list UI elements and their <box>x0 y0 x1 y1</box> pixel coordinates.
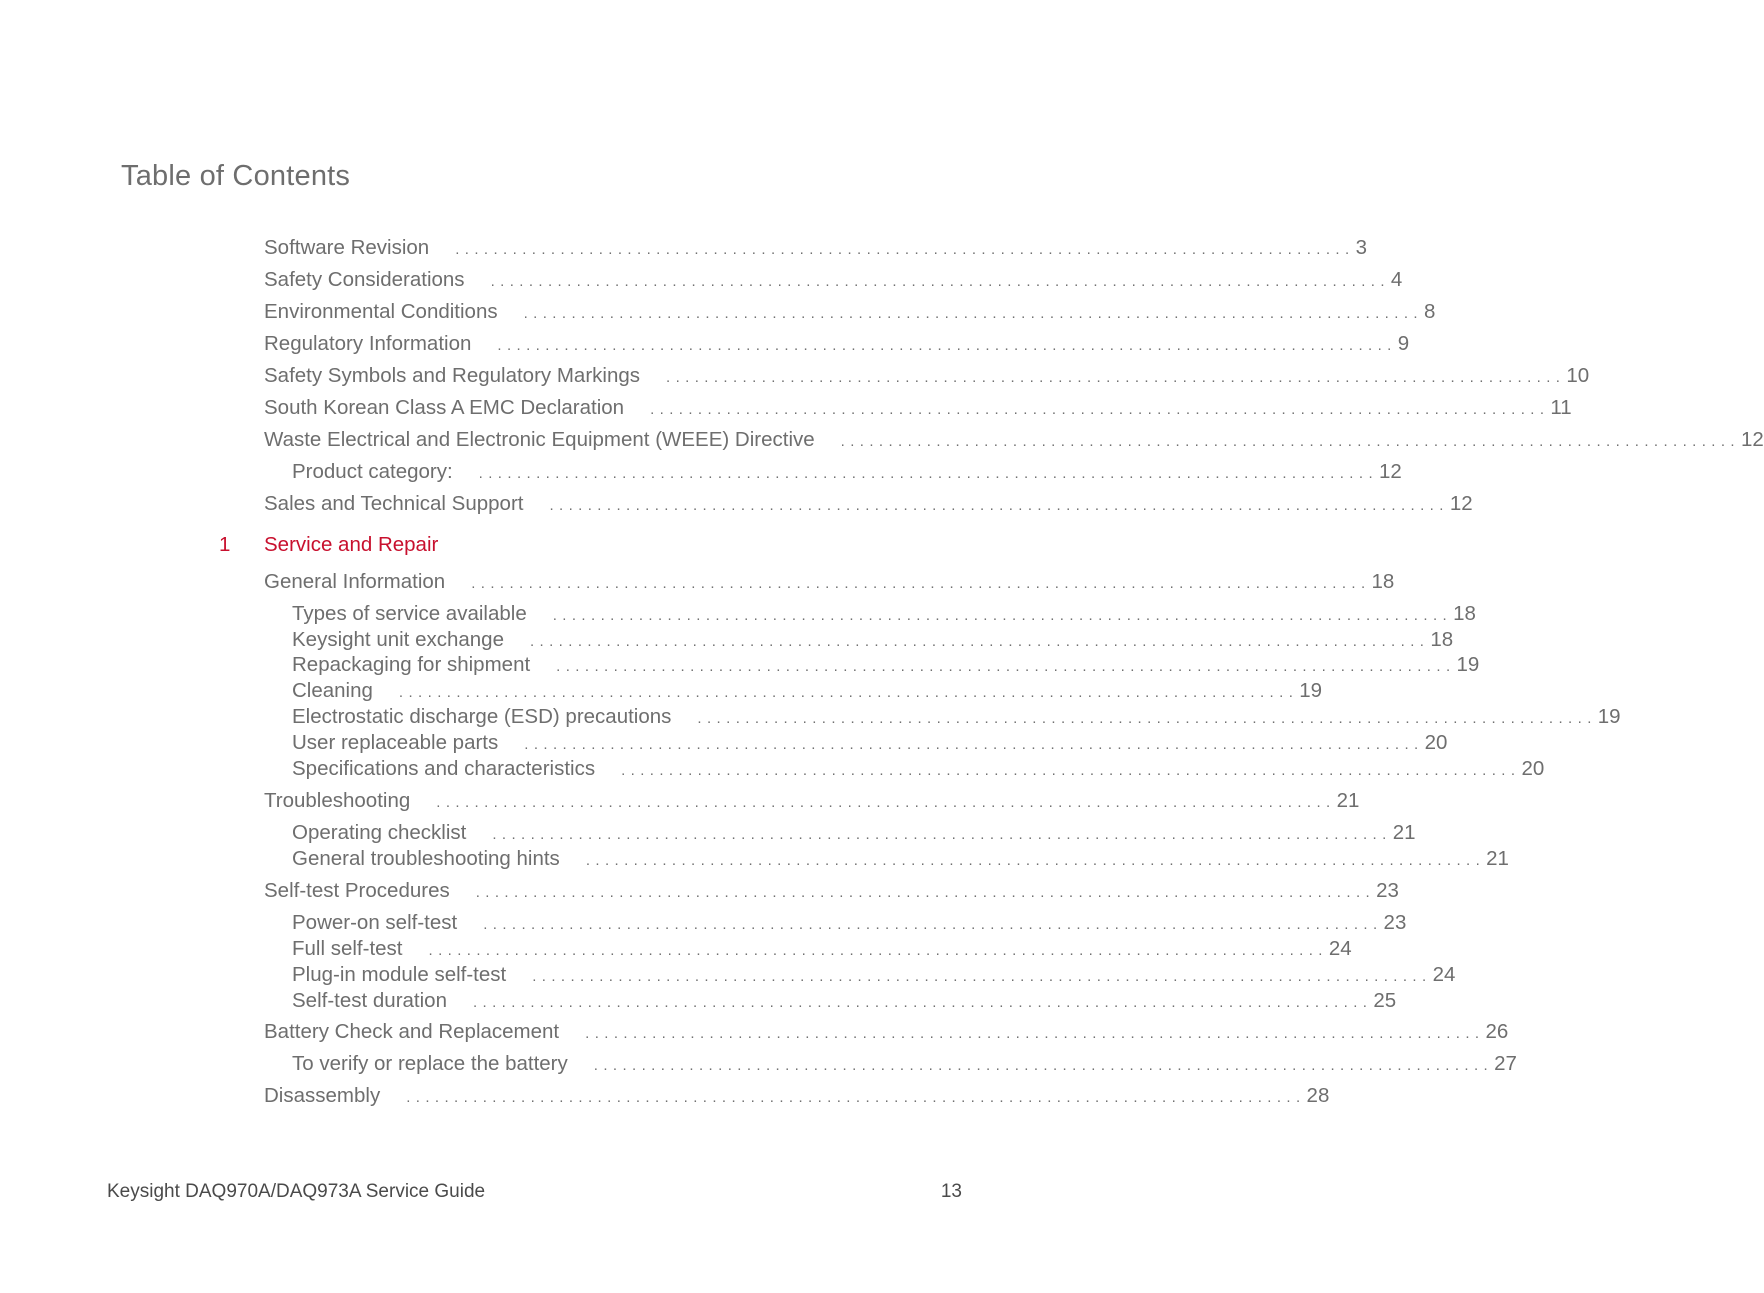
toc-entry[interactable] <box>292 962 1456 988</box>
toc-entry-title: General Information <box>264 570 446 593</box>
chapter-number: 1 <box>219 533 231 556</box>
toc-entry[interactable] <box>264 788 1360 814</box>
toc-entry[interactable] <box>292 820 1416 846</box>
dot-leader: .............................................................................................. <box>529 633 1430 650</box>
toc-entry[interactable] <box>292 936 1352 962</box>
dot-leader: .............................................................................................. <box>524 736 1424 753</box>
toc-entry-title: Disassembly <box>264 1084 381 1107</box>
toc-entry[interactable] <box>264 267 1403 293</box>
toc-entry[interactable] <box>264 491 1473 517</box>
toc-entry-title: Environmental Conditions <box>264 300 498 323</box>
toc-entry-page: 11 <box>1550 396 1572 419</box>
dot-leader: .............................................................................................. <box>585 1025 1485 1042</box>
toc-entry[interactable] <box>292 846 1509 872</box>
dot-leader: .............................................................................................. <box>697 710 1597 727</box>
toc-entry[interactable] <box>264 299 1436 325</box>
toc-entry-title: Keysight unit exchange <box>292 628 504 651</box>
toc-entry-page: 18 <box>1371 570 1395 593</box>
dot-leader: .............................................................................................. <box>552 607 1453 624</box>
toc-entry-page: 18 <box>1430 628 1454 651</box>
dot-leader: .............................................................................................. <box>556 658 1456 675</box>
dot-leader: .............................................................................................. <box>593 1057 1494 1074</box>
toc-entry[interactable] <box>292 678 1323 704</box>
toc-entry-title: Safety Symbols and Regulatory Markings <box>264 364 641 387</box>
dot-leader: .............................................................................................. <box>398 684 1299 701</box>
dot-leader: .............................................................................................. <box>428 942 1328 959</box>
toc-entry-page: 23 <box>1383 911 1407 934</box>
dot-leader: .............................................................................................. <box>666 369 1566 386</box>
toc-entry-title: Battery Check and Replacement <box>264 1020 560 1043</box>
toc-entry-title: Sales and Technical Support <box>264 492 524 515</box>
toc-entry[interactable] <box>292 627 1454 653</box>
footer-document-title: Keysight DAQ970A/DAQ973A Service Guide <box>107 1181 486 1202</box>
dot-leader: .............................................................................................. <box>475 884 1376 901</box>
toc-entry-title: Repackaging for shipment <box>292 653 531 676</box>
toc-entry[interactable] <box>292 652 1480 678</box>
toc-entry-title: Cleaning <box>292 679 373 702</box>
toc-entry-page: 21 <box>1486 847 1509 870</box>
toc-entry-title: User replaceable parts <box>292 731 499 754</box>
toc-entry-page: 23 <box>1376 879 1399 902</box>
dot-leader: .............................................................................................. <box>549 497 1449 514</box>
toc-entry-page: 4 <box>1390 268 1403 291</box>
toc-entry[interactable] <box>292 730 1448 756</box>
toc-entry-title: General troubleshooting hints <box>292 847 560 870</box>
dot-leader: .............................................................................................. <box>471 575 1371 592</box>
dot-leader: .............................................................................................. <box>523 305 1423 322</box>
toc-entry[interactable] <box>292 459 1402 485</box>
toc-entry-title: Troubleshooting <box>264 789 411 812</box>
toc-entry[interactable] <box>292 704 1621 730</box>
toc-entry-page: 21 <box>1336 789 1360 812</box>
toc-entry-page: 19 <box>1299 679 1323 702</box>
toc-entry-page: 9 <box>1397 332 1410 355</box>
toc-entry-page: 25 <box>1373 989 1397 1012</box>
toc-entry-page: 3 <box>1355 236 1367 259</box>
toc-entry-title: To verify or replace the battery <box>292 1052 568 1075</box>
toc-entry-page: 10 <box>1566 364 1590 387</box>
toc-entry-page: 19 <box>1456 653 1480 676</box>
dot-leader: .............................................................................................. <box>497 337 1397 354</box>
toc-entry-page: 28 <box>1306 1084 1330 1107</box>
toc-entry-page: 26 <box>1485 1020 1509 1043</box>
toc-entry-page: 20 <box>1521 757 1545 780</box>
chapter-title[interactable]: Service and Repair <box>264 533 439 556</box>
toc-entry-page: 12 <box>1741 428 1764 451</box>
toc-entry-page: 12 <box>1379 460 1402 483</box>
toc-entry[interactable] <box>264 331 1410 357</box>
toc-entry-page: 12 <box>1449 492 1473 515</box>
dot-leader: .............................................................................................. <box>472 994 1373 1011</box>
dot-leader: .............................................................................................. <box>406 1089 1306 1106</box>
toc-entry[interactable] <box>264 1019 1509 1045</box>
toc-entry-title: South Korean Class A EMC Declaration <box>264 396 625 419</box>
toc-entry-title: Self-test duration <box>292 989 447 1012</box>
toc-entry-title: Power-on self-test <box>292 911 458 934</box>
toc-entry-page: 21 <box>1392 821 1416 844</box>
toc-entry-page: 27 <box>1494 1052 1517 1075</box>
toc-entry[interactable] <box>264 235 1367 261</box>
toc-entry[interactable] <box>264 363 1590 389</box>
toc-entry-title: Self-test Procedures <box>264 879 450 902</box>
toc-entry-page: 20 <box>1424 731 1448 754</box>
dot-leader: .............................................................................................. <box>532 968 1432 985</box>
toc-entry[interactable] <box>292 601 1476 627</box>
toc-entry-title: Safety Considerations <box>264 268 465 291</box>
dot-leader: .............................................................................................. <box>650 401 1550 418</box>
toc-entry-page: 18 <box>1453 602 1476 625</box>
dot-leader: .............................................................................................. <box>455 241 1355 258</box>
toc-entry-title: Software Revision <box>264 236 430 259</box>
toc-entry-title: Regulatory Information <box>264 332 472 355</box>
toc-entry-title: Specifications and characteristics <box>292 757 596 780</box>
dot-leader: .............................................................................................. <box>436 794 1336 811</box>
toc-entry[interactable] <box>264 878 1399 904</box>
toc-entry[interactable] <box>292 988 1397 1014</box>
toc-entry-page: 8 <box>1423 300 1436 323</box>
toc-entry-title: Plug-in module self-test <box>292 963 507 986</box>
footer-page-number: 13 <box>940 1181 962 1202</box>
toc-entry-page: 24 <box>1328 937 1352 960</box>
dot-leader: .............................................................................................. <box>585 852 1486 869</box>
toc-entry[interactable] <box>292 756 1545 782</box>
toc-entry-title: Types of service available <box>292 602 527 625</box>
toc-entry-title: Waste Electrical and Electronic Equipment (WEEE) Directive <box>264 428 815 451</box>
toc-entry-title: Full self-test <box>292 937 403 960</box>
page-title: Table of Contents <box>121 160 351 192</box>
dot-leader: .............................................................................................. <box>492 826 1392 843</box>
toc-entry[interactable] <box>264 1083 1330 1109</box>
toc-entry[interactable] <box>264 569 1395 595</box>
toc-entry-page: 24 <box>1432 963 1456 986</box>
toc-entry[interactable] <box>292 1051 1517 1077</box>
toc-entry-title: Operating checklist <box>292 821 467 844</box>
dot-leader: .............................................................................................. <box>840 433 1740 450</box>
toc-entry-title: Electrostatic discharge (ESD) precautions <box>292 705 672 728</box>
toc-entry-title: Product category: <box>292 460 453 483</box>
toc-entry[interactable] <box>264 427 1764 453</box>
toc-entry[interactable] <box>264 395 1572 421</box>
dot-leader: .............................................................................................. <box>621 762 1521 779</box>
dot-leader: .............................................................................................. <box>483 916 1383 933</box>
toc-entry-page: 19 <box>1597 705 1621 728</box>
dot-leader: .............................................................................................. <box>478 465 1379 482</box>
dot-leader: .............................................................................................. <box>490 273 1390 290</box>
toc-entry[interactable] <box>292 910 1407 936</box>
